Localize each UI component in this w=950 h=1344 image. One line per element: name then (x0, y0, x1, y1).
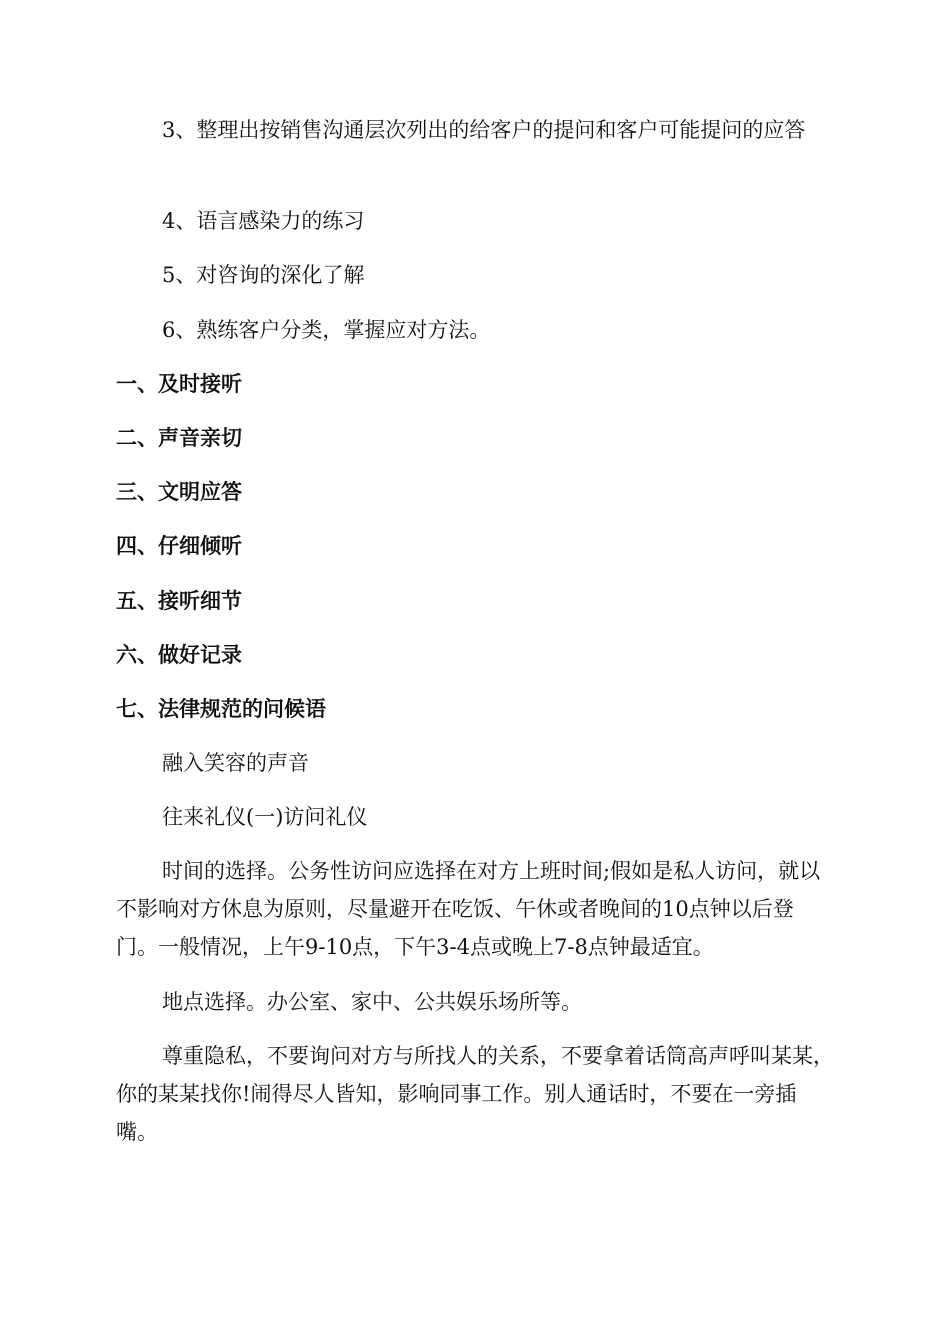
paragraph-item-5: 5、对咨询的深化了解 (162, 263, 365, 287)
section-heading-2: 二、声音亲切 (116, 426, 242, 450)
paragraph-item-6: 6、熟练客户分类，掌握应对方法。 (162, 318, 491, 342)
section-heading-4: 四、仔细倾听 (116, 534, 242, 558)
section-heading-7: 七、法律规范的问候语 (116, 697, 326, 721)
section-heading-1: 一、及时接听 (116, 372, 242, 396)
body-paragraph: 地点选择。办公室、家中、公共娱乐场所等。 (162, 990, 582, 1014)
paragraph-item-4: 4、语言感染力的练习 (162, 209, 365, 233)
body-paragraph: 时间的选择。公务性访问应选择在对方上班时间;假如是私人访问，就以不影响对方休息为原则，尽量避开在吃饭、午休或者晚间的10点钟以后登门。一般情况，上午9-10点，下午3-4点或晚上7-8点钟最适宜。 (116, 859, 821, 959)
paragraph-item-3: 3、整理出按销售沟通层次列出的给客户的提问和客户可能提问的应答 (162, 118, 806, 142)
body-paragraph: 融入笑容的声音 (162, 751, 309, 775)
section-heading-6: 六、做好记录 (116, 643, 242, 667)
section-heading-3: 三、文明应答 (116, 480, 242, 504)
body-paragraph: 尊重隐私，不要询问对方与所找人的关系，不要拿着话筒高声呼叫某某，你的某某找你!闹得尽人皆知，影响同事工作。别人通话时，不要在一旁插嘴。 (116, 1044, 834, 1144)
body-paragraph: 往来礼仪(一)访问礼仪 (162, 805, 368, 829)
section-heading-5: 五、接听细节 (116, 589, 242, 613)
